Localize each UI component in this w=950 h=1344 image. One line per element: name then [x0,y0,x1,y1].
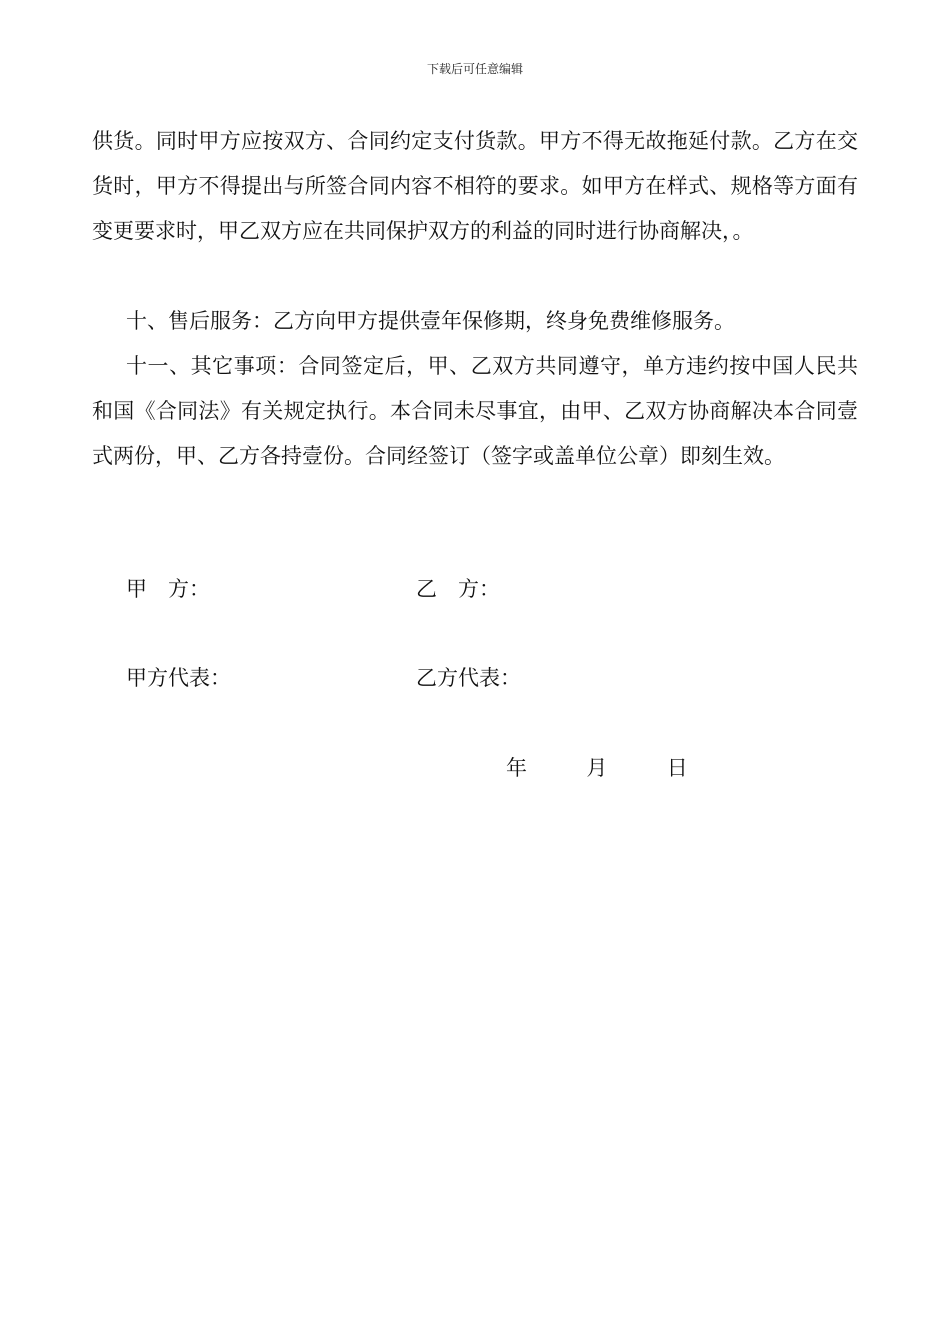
party-a-label: 甲 方： [126,577,210,601]
date-day: 日 [666,756,688,780]
date-year: 年 [506,756,527,780]
paragraph-other-matters [92,344,858,479]
paragraph-delivery-payment [92,119,858,254]
paragraph-text: 十、售后服务：乙方向甲方提供壹年保修期，终身免费维修服务。 [126,309,735,333]
party-b-representative-label: 乙方代表： [416,666,521,690]
paragraph-text: 十一、其它事项：合同签定后，甲、乙双方共同遵守，单方违约按中国人民共和国《合同法》有关规定执行。本合同未尽事宜，由甲、乙双方协商解决本合同壹式两份，甲、乙方各持壹份。合同经签订（签字或盖单位公章）即刻生效。 [92,354,858,468]
signing-date [506,753,688,783]
party-b-label: 乙 方： [416,577,500,601]
paragraph-text: 供货。同时甲方应按双方、合同约定支付货款。甲方不得无故拖延付款。乙方在交货时，甲方不得提出与所签合同内容不相符的要求。如甲方在样式、规格等方面有变更要求时，甲乙双方应在共同保护双方的利益的同时进行协商解决，。 [92,129,858,243]
party-a-representative-label: 甲方代表： [126,666,231,690]
paragraph-after-sales [92,299,858,344]
header-note: 下载后可任意编辑 [426,62,523,76]
date-month: 月 [586,756,608,780]
